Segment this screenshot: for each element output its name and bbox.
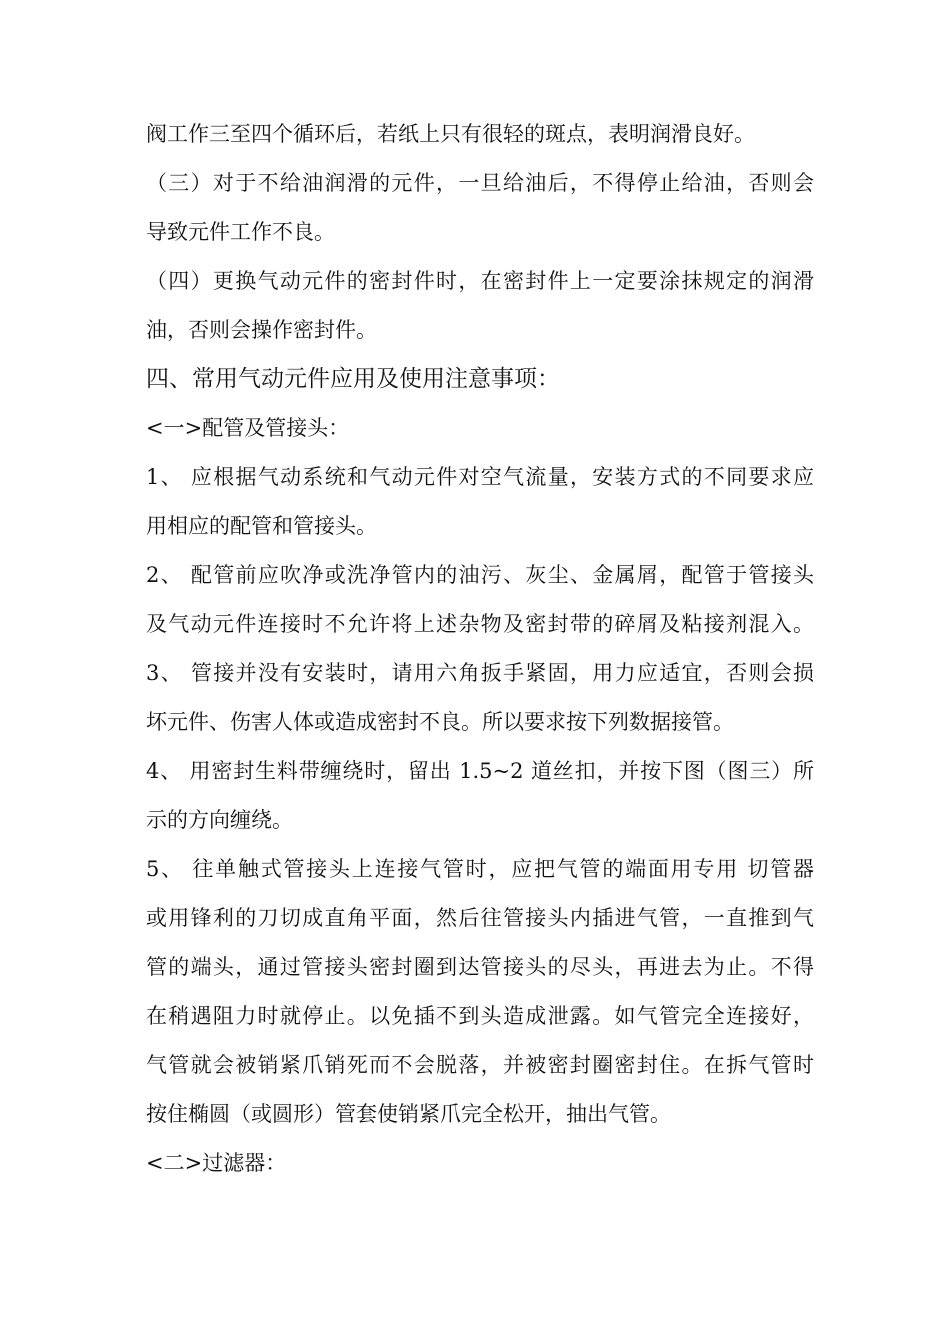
text-line: 管的端头，通过管接头密封圈到达管接头的尽头，再进去为止。不得 — [146, 955, 814, 979]
text-line: 3、 管接并没有安装时，请用六角扳手紧固，用力应适宜，否则会损 — [146, 661, 814, 685]
document-page — [146, 110, 814, 1188]
text-line: 用相应的配管和管接头。 — [146, 514, 377, 538]
text-line: 气管就会被销紧爪销死而不会脱落，并被密封圈密封住。在拆气管时 — [146, 1053, 814, 1077]
text-line: 阀工作三至四个循环后，若纸上只有很轻的斑点，表明润滑良好。 — [146, 122, 755, 146]
text-line: 示的方向缠绕。 — [146, 808, 293, 832]
subsection-heading: <二>过滤器： — [146, 1151, 287, 1175]
text-line: 坏元件、伤害人体或造成密封不良。所以要求按下列数据接管。 — [146, 710, 734, 734]
section-heading: 四、常用气动元件应用及使用注意事项： — [146, 366, 560, 392]
text-line: 5、 往单触式管接头上连接气管时，应把气管的端面用专用 切管器 — [146, 857, 814, 881]
text-line: 4、 用密封生料带缠绕时，留出 1.5~2 道丝扣，并按下图（图三）所 — [146, 759, 814, 783]
subsection-heading: <一>配管及管接头： — [146, 416, 350, 440]
text-line: 油，否则会操作密封件。 — [146, 318, 377, 342]
text-line: 及气动元件连接时不允许将上述杂物及密封带的碎屑及粘接剂混入。 — [146, 612, 814, 636]
text-line: （四）更换气动元件的密封件时，在密封件上一定要涂抹规定的润滑 — [146, 269, 814, 293]
text-line: 导致元件工作不良。 — [146, 220, 335, 244]
text-line: 按住椭圆（或圆形）管套使销紧爪完全松开，抽出气管。 — [146, 1102, 671, 1126]
text-line: 或用锋利的刀切成直角平面，然后往管接头内插进气管，一直推到气 — [146, 906, 814, 930]
text-line: 2、 配管前应吹净或洗净管内的油污、灰尘、金属屑，配管于管接头 — [146, 563, 814, 587]
text-line: 在稍遇阻力时就停止。以免插不到头造成泄露。如气管完全连接好， — [146, 1004, 814, 1028]
text-line: 1、 应根据气动系统和气动元件对空气流量，安装方式的不同要求应 — [146, 465, 814, 489]
text-line: （三）对于不给油润滑的元件，一旦给油后，不得停止给油，否则会 — [146, 171, 814, 195]
